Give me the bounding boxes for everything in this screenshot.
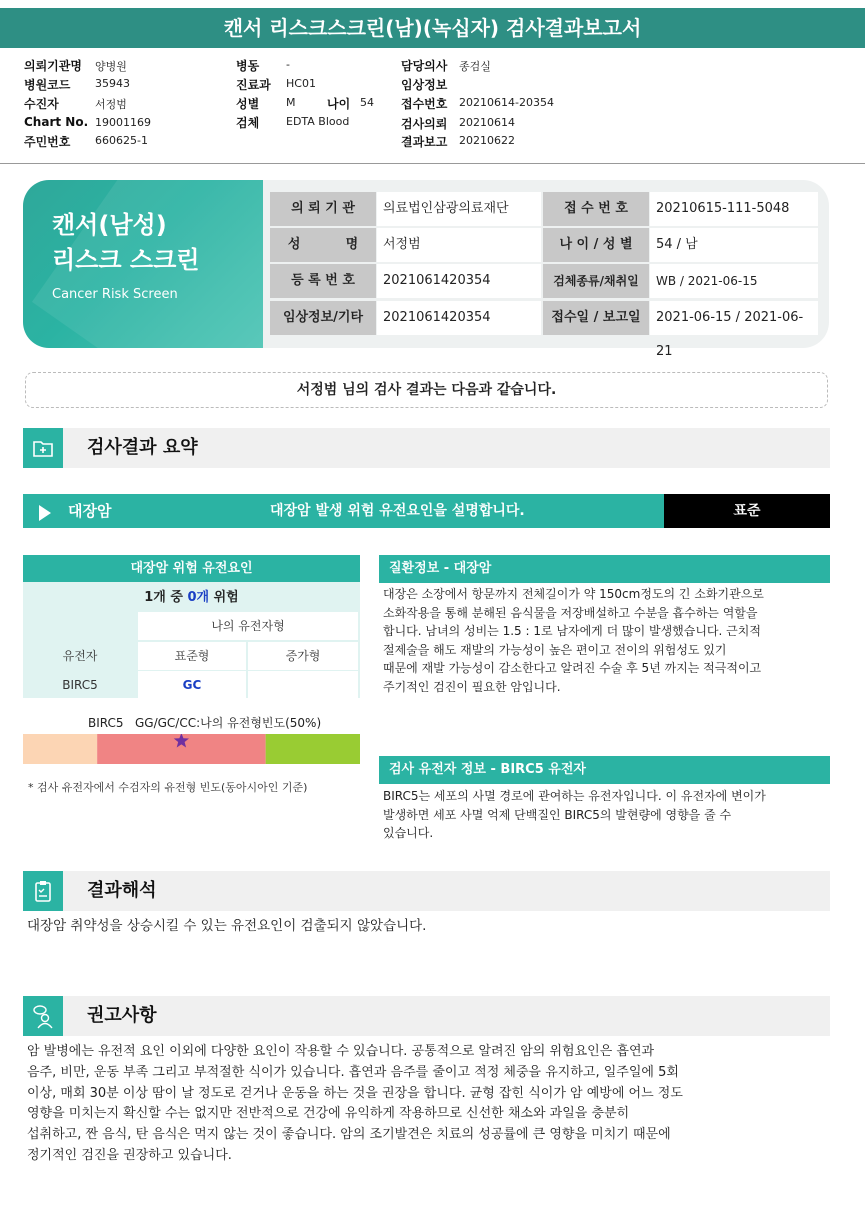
- gene-column-header: 유전자: [62, 649, 98, 663]
- text-line: 소화작용을 통해 분해된 음식물을 저장배설하고 수분을 흡수하는 역할을: [383, 605, 758, 620]
- text-line: 대장은 소장에서 항문까지 전체길이가 약 150cm정도의 긴 소화기관으로: [383, 587, 764, 601]
- folder-icon: [23, 428, 63, 468]
- meta-label: 병동: [236, 59, 260, 73]
- text-line: 음주, 비만, 운동 부족 그리고 부적절한 식이가 있습니다. 흡연과 음주를 줄이고 적정 체중을 유지하고, 일주일에 5회: [27, 1064, 679, 1080]
- clipboard-icon: [23, 871, 63, 911]
- frequency-segment: [23, 734, 97, 764]
- info-value: WB / 2021-06-15: [650, 264, 818, 298]
- meta-label: 검체: [236, 116, 260, 130]
- text-line: 섭취하고, 짠 음식, 탄 음식은 먹지 않는 것이 좋습니다. 암의 조기발견은 치료의 성공률에 큰 영향을 미치기 때문에: [27, 1127, 671, 1143]
- increased-genotype: [248, 671, 358, 699]
- meta-label: 담당의사: [401, 59, 448, 73]
- section-title: 권고사항: [87, 1005, 157, 1026]
- info-key: 임상정보/기타: [270, 301, 376, 335]
- meta-value: 20210614-20354: [459, 96, 554, 109]
- meta-label: 병원코드: [24, 78, 71, 92]
- meta-value: 35943: [95, 77, 130, 90]
- meta-label: 주민번호: [24, 135, 71, 149]
- meta-label: 성별: [236, 97, 260, 111]
- text-line: 주기적인 검진이 필요한 암입니다.: [383, 679, 561, 694]
- gene-panel-title: 대장암 위험 유전요인: [23, 555, 360, 582]
- risk-count: [23, 585, 360, 611]
- gene-name: BIRC5: [62, 678, 98, 692]
- divider: [0, 163, 865, 164]
- doctor-consult-icon: [23, 996, 63, 1036]
- result-greeting: 서정범 님의 검사 결과는 다음과 같습니다.: [25, 372, 828, 408]
- disease-info-title: 질환정보 - 대장암: [379, 555, 830, 583]
- increased-column-header: 증가형: [248, 642, 358, 670]
- info-key: 성 명: [270, 228, 376, 262]
- meta-label: 임상정보: [401, 78, 448, 92]
- text-line: 정기적인 검진을 권장하고 있습니다.: [27, 1147, 232, 1163]
- disease-info-text: [383, 585, 829, 696]
- info-value: 20210615-111-5048: [650, 192, 818, 226]
- text-line: 있습니다.: [383, 826, 434, 840]
- meta-value: HC01: [286, 77, 316, 90]
- meta-label: 진료과: [236, 78, 271, 92]
- info-value: 의료법인삼광의료재단: [377, 192, 541, 226]
- my-genotype-header: 나의 유전자형: [138, 612, 358, 640]
- info-key: 접수일 / 보고일: [543, 301, 649, 335]
- meta-label: 의뢰기관명: [24, 59, 82, 73]
- info-value: 서정범: [377, 228, 541, 262]
- standard-column-header: 표준형: [138, 642, 246, 670]
- meta-value: 54: [360, 96, 374, 109]
- meta-label: 결과보고: [401, 135, 448, 149]
- risk-count-suffix: 위험: [209, 590, 239, 605]
- logo-title: 리스크 스크린: [52, 246, 200, 274]
- text-line: BIRC5는 세포의 사멸 경로에 관여하는 유전자입니다. 이 유전자에 변이가: [383, 789, 766, 803]
- meta-label: 나이: [327, 97, 351, 111]
- frequency-segment: [266, 734, 360, 764]
- text-line: 절제술을 해도 재발의 가능성이 높은 편이고 전이의 위험성도 있기: [383, 642, 727, 657]
- gene-info-title: 검사 유전자 정보 - BIRC5 유전자: [379, 756, 830, 784]
- meta-label: Chart No.: [24, 115, 89, 129]
- meta-label: 검사의뢰: [401, 117, 448, 131]
- meta-value: M: [286, 96, 296, 109]
- play-icon: [39, 505, 51, 521]
- meta-value: 종검실: [459, 60, 491, 73]
- risk-count-value: 0개: [187, 590, 210, 605]
- text-line: 합니다. 남녀의 성비는 1.5 : 1로 남자에게 더 많이 발생했습니다. 근치적: [383, 624, 761, 638]
- section-title: 결과해석: [87, 880, 157, 901]
- cancer-name: 대장암: [68, 502, 112, 520]
- logo-title: 캔서(남성): [52, 211, 167, 239]
- meta-value: 양병원: [95, 60, 127, 73]
- meta-value: -: [286, 58, 290, 71]
- info-value: 2021061420354: [377, 301, 541, 335]
- genotype-frequency-label: BIRC5 GG/GC/CC:나의 유전형빈도(50%): [88, 716, 322, 730]
- frequency-note: * 검사 유전자에서 수검자의 유전형 빈도(동아시아인 기준): [28, 781, 308, 794]
- meta-value: 660625-1: [95, 134, 148, 147]
- text-line: 때문에 재발 가능성이 감소한다고 알려진 수술 후 5년 까지는 적극적이고: [383, 661, 762, 675]
- standard-genotype: GC: [138, 671, 246, 699]
- text-line: 이상, 매회 30분 이상 땀이 날 정도로 걷거나 운동을 하는 것을 권장을 합니다. 균형 잡힌 식이가 암 예방에 어느 정도: [27, 1085, 683, 1101]
- genotype-frequency-bar: [23, 734, 360, 764]
- meta-value: 20210614: [459, 116, 515, 129]
- recommendation-text: [27, 1042, 827, 1167]
- info-key: 검체종류/채취일: [543, 264, 649, 298]
- report-title-banner: 캔서 리스크스크린(남)(녹십자) 검사결과보고서: [0, 8, 865, 48]
- info-key: 나 이 / 성 별: [543, 228, 649, 262]
- logo-subtitle: Cancer Risk Screen: [52, 287, 178, 302]
- meta-value: 20210622: [459, 134, 515, 147]
- meta-label: 수진자: [24, 97, 59, 111]
- risk-level-badge: 표준: [664, 494, 830, 528]
- meta-value: EDTA Blood: [286, 115, 350, 128]
- info-value: 2021-06-15 / 2021-06-21: [650, 301, 818, 335]
- info-value: 2021061420354: [377, 264, 541, 298]
- info-key: 등 록 번 호: [270, 264, 376, 298]
- meta-value: 19001169: [95, 116, 151, 129]
- section-title: 검사결과 요약: [87, 437, 198, 458]
- cancer-description: 대장암 발생 위험 유전요인을 설명합니다.: [270, 503, 525, 519]
- info-key: 접 수 번 호: [543, 192, 649, 226]
- text-line: 암 발병에는 유전적 요인 이외에 다양한 요인이 작용할 수 있습니다. 공통적으로 알려진 암의 위험요인은 흡연과: [27, 1044, 655, 1059]
- meta-value: 서정범: [95, 98, 127, 111]
- risk-count-prefix: 1개 중: [144, 590, 188, 605]
- text-line: 발생하면 세포 사멸 억제 단백질인 BIRC5의 발현량에 영향을 줄 수: [383, 807, 732, 822]
- text-line: 영향을 미치는지 확신할 수는 없지만 전반적으로 건강에 유익하게 작용하므로 신선한 채소와 과일을 충분히: [27, 1106, 630, 1122]
- info-value: 54 / 남: [650, 228, 818, 262]
- info-key: 의 뢰 기 관: [270, 192, 376, 226]
- meta-label: 접수번호: [401, 97, 448, 111]
- gene-info-text: [383, 787, 829, 843]
- interpretation-text: 대장암 취약성을 상승시킬 수 있는 유전요인이 검출되지 않았습니다.: [27, 918, 427, 934]
